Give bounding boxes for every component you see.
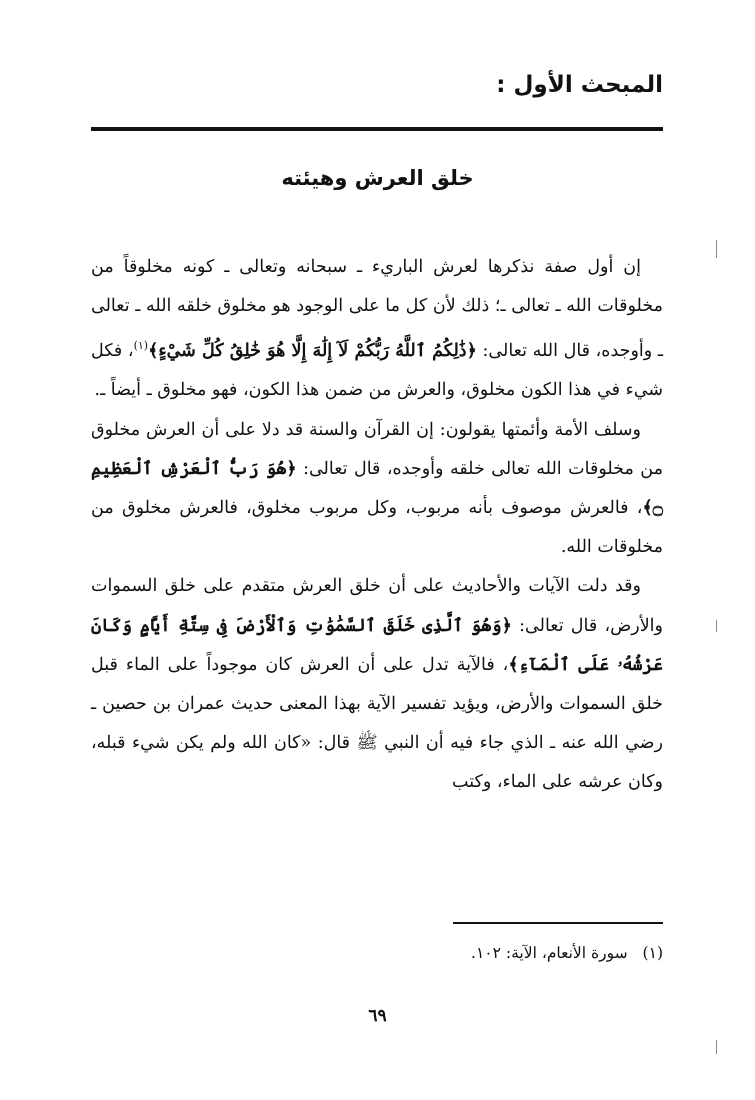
quran-verse: وَهُوَ ٱلَّذِى خَلَقَ ٱلسَّمَٰوَٰتِ وَٱلْأَرْضَ فِى سِتَّةِ أَيَّامٍ وَكَانَ عَرْشُهُۥ عَلَى ٱلْمَآءِ — [91, 615, 664, 675]
paragraph — [91, 248, 663, 411]
footnote-reference: (١) — [133, 339, 149, 353]
paragraph-text: وقد دلت الآيات والأحاديث على أن خلق العرش متقدم على خلق السموات والأرض، قال تعالى: — [91, 576, 663, 636]
ornate-bracket: ﴾ — [642, 498, 653, 519]
footnote — [471, 944, 663, 962]
quran-verse: هُوَ رَبُّ ٱلْعَرْشِ ٱلْعَظِيمِ ۝ — [91, 458, 663, 519]
footnote-text: سورة الأنعام، الآية: ١٠٢. — [471, 944, 628, 962]
page-number: ٦٩ — [368, 1006, 387, 1026]
ornate-bracket: ﴾ — [148, 341, 159, 362]
section-title: المبحث الأول : — [496, 72, 663, 98]
paragraph — [91, 567, 663, 802]
chapter-heading: خلق العرش وهيئته — [281, 166, 474, 190]
ornate-bracket: ﴾ — [508, 654, 519, 675]
paragraph-text: ، فالآية تدل على أن العرش كان موجوداً على الماء قبل خلق السموات والأرض، ويؤيد تفسير الآية بهذا المعنى حديث عمران بن حصين ـ رضي الله عنه ـ الذي جاء فيه أن النبي ﷺ قال: «كان الله ولم يكن شيء قبله، وكان عرشه على الماء، وكتب — [91, 654, 663, 793]
paragraph-text: إن أول صفة نذكرها لعرش الباريء ـ سبحانه وتعالى ـ كونه مخلوقاً من مخلوقات الله ـ تعالى ـ؛ ذلك لأن كل ما على الوجود هو مخلوق خلقه الله ـ تعالى ـ وأوجده، قال الله تعالى: — [91, 257, 663, 362]
footnote-marker: (١) — [642, 944, 663, 962]
paragraph-text: وسلف الأمة وأئمتها يقولون: إن القرآن والسنة قد دلا على أن العرش مخلوق من مخلوقات الله تعالى خلقه وأوجده، قال تعالى: — [91, 419, 663, 479]
scan-mark — [716, 620, 717, 632]
paragraph-text: ، فالعرش موصوف بأنه مربوب، وكل مربوب مخلوق، فالعرش مخلوق من مخلوقات الله. — [91, 498, 663, 558]
ornate-bracket: ﴿ — [286, 458, 297, 479]
paragraph — [91, 411, 663, 568]
body-text — [91, 248, 663, 803]
paragraph-text: ، فكل شيء في هذا الكون مخلوق، والعرش من ضمن هذا الكون، فهو مخلوق ـ أيضاً ـ. — [91, 341, 663, 401]
scan-mark — [716, 1040, 717, 1054]
quran-verse: ذَٰلِكُمُ ٱللَّهُ رَبُّكُمْ لَآ إِلَٰهَ إِلَّا هُوَ خَٰلِقُ كُلِّ شَيْءٍ — [158, 341, 467, 362]
ornate-bracket: ﴿ — [466, 341, 477, 362]
ornate-bracket: ﴿ — [501, 615, 512, 636]
footnote-rule — [453, 922, 663, 924]
scan-mark — [716, 240, 717, 258]
header-rule — [91, 127, 663, 131]
